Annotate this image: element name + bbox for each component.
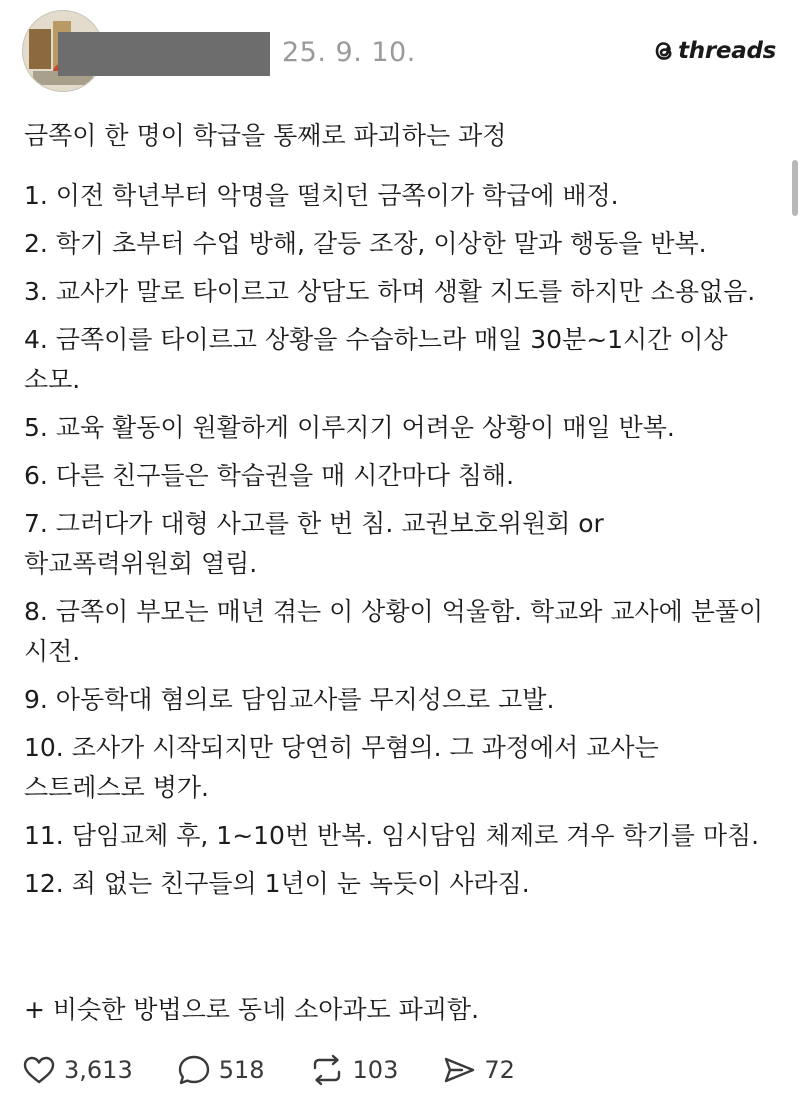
list-item: 3. 교사가 말로 타이르고 상담도 하며 생활 지도를 하지만 소용없음. — [24, 277, 756, 306]
username-redacted — [58, 32, 270, 76]
list-item: 7. 그러다가 대형 사고를 한 번 침. 교권보호위원회 or 학교폭력위원회 열림. — [24, 509, 604, 578]
list-item: 10. 조사가 시작되지만 당연히 무혐의. 그 과정에서 교사는 스트레스로 병가. — [24, 733, 659, 802]
action-bar — [22, 1054, 559, 1086]
scrollbar[interactable] — [792, 160, 798, 216]
heart-icon — [22, 1055, 56, 1085]
repost-arrows-icon — [309, 1054, 345, 1086]
post-footnote: + 비슷한 방법으로 동네 소아과도 파괴함. — [24, 995, 480, 1024]
list-item: 6. 다른 친구들은 학습권을 매 시간마다 침해. — [24, 461, 515, 490]
brand-wordmark: threads — [678, 38, 776, 64]
list-item: 8. 금쪽이 부모는 매년 겪는 이 상황이 억울함. 학교와 교사에 분풀이 시전. — [24, 597, 764, 666]
post-date: 25. 9. 10. — [282, 37, 416, 68]
speech-bubble-icon — [177, 1054, 211, 1086]
share-button[interactable] — [442, 1055, 515, 1085]
send-arrow-icon — [442, 1055, 476, 1085]
reply-button[interactable] — [177, 1054, 265, 1086]
share-count: 72 — [484, 1056, 515, 1084]
like-button[interactable] — [22, 1055, 133, 1085]
post-title: 금쪽이 한 명이 학급을 통째로 파괴하는 과정 — [24, 121, 507, 150]
threads-logo-icon — [653, 39, 675, 63]
like-count: 3,613 — [64, 1056, 133, 1084]
list-item: 5. 교육 활동이 원활하게 이루지기 어려운 상황이 매일 반복. — [24, 413, 675, 442]
list-item: 1. 이전 학년부터 악명을 떨치던 금쪽이가 학급에 배정. — [24, 181, 619, 210]
reply-count: 518 — [218, 1056, 265, 1084]
list-item: 4. 금쪽이를 타이르고 상황을 수습하느라 매일 30분~1시간 이상 소모. — [24, 325, 728, 394]
repost-button[interactable] — [309, 1054, 399, 1086]
threads-brand — [653, 38, 776, 64]
post-list — [24, 176, 769, 912]
repost-count: 103 — [352, 1056, 399, 1084]
list-item: 2. 학기 초부터 수업 방해, 갈등 조장, 이상한 말과 행동을 반복. — [24, 229, 707, 258]
list-item: 11. 담임교체 후, 1~10번 반복. 임시담임 체제로 겨우 학기를 마침. — [24, 821, 760, 850]
list-item: 12. 죄 없는 친구들의 1년이 눈 녹듯이 사라짐. — [24, 869, 530, 898]
list-item: 9. 아동학대 혐의로 담임교사를 무지성으로 고발. — [24, 685, 555, 714]
